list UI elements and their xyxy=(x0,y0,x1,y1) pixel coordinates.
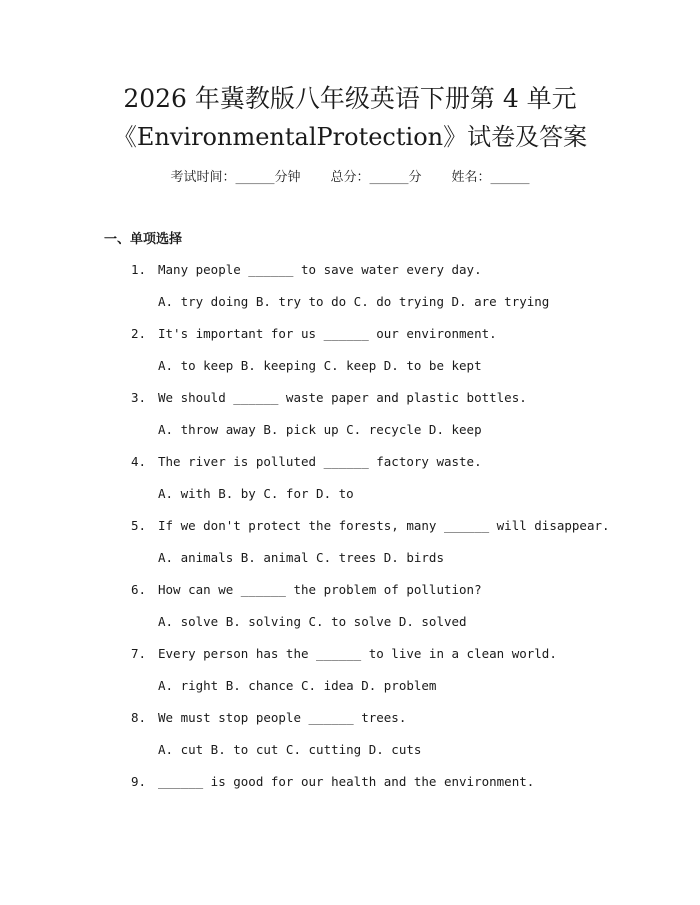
question-text: How can we ______ the problem of pollution? xyxy=(158,582,482,597)
question-options: A. with B. by C. for D. to xyxy=(158,486,354,501)
question-number: 7. xyxy=(131,646,147,661)
question-item xyxy=(0,325,700,389)
question-number: 2. xyxy=(131,326,147,341)
question-number: 8. xyxy=(131,710,147,725)
document-title-line-1: 2026 年冀教版八年级英语下册第 4 单元 xyxy=(123,84,577,113)
question-number: 6. xyxy=(131,582,147,597)
question-number: 4. xyxy=(131,454,147,469)
question-text: Every person has the ______ to live in a clean world. xyxy=(158,646,557,661)
question-text: The river is polluted ______ factory waste. xyxy=(158,454,482,469)
total-score-field: 总分：______分 xyxy=(330,170,422,185)
question-list xyxy=(0,261,700,837)
question-item xyxy=(0,773,700,837)
question-item xyxy=(0,517,700,581)
question-options: A. cut B. to cut C. cutting D. cuts xyxy=(158,742,422,757)
question-options: A. throw away B. pick up C. recycle D. keep xyxy=(158,422,482,437)
section-heading: 一、单项选择 xyxy=(104,232,183,247)
question-item xyxy=(0,389,700,453)
question-item xyxy=(0,581,700,645)
question-options: A. animals B. animal C. trees D. birds xyxy=(158,550,444,565)
question-options: A. try doing B. try to do C. do trying D. are trying xyxy=(158,294,550,309)
exam-meta xyxy=(0,169,700,187)
question-options: A. to keep B. keeping C. keep D. to be kept xyxy=(158,358,482,373)
question-item xyxy=(0,645,700,709)
question-options: A. solve B. solving C. to solve D. solved xyxy=(158,614,467,629)
question-number: 1. xyxy=(131,262,147,277)
question-item xyxy=(0,261,700,325)
document-title-line-2: 《EnvironmentalProtection》试卷及答案 xyxy=(112,123,588,151)
question-number: 5. xyxy=(131,518,147,533)
question-text: It's important for us ______ our environment. xyxy=(158,326,497,341)
question-text: ______ is good for our health and the environment. xyxy=(158,774,535,789)
question-options: A. right B. chance C. idea D. problem xyxy=(158,678,437,693)
question-number: 9. xyxy=(131,774,147,789)
question-text: We must stop people ______ trees. xyxy=(158,710,407,725)
question-text: Many people ______ to save water every day. xyxy=(158,262,482,277)
question-text: We should ______ waste paper and plastic bottles. xyxy=(158,390,527,405)
student-name-field: 姓名：______ xyxy=(451,170,530,185)
question-number: 3. xyxy=(131,390,147,405)
question-item xyxy=(0,453,700,517)
exam-time-field: 考试时间：______分钟 xyxy=(170,170,301,185)
question-item xyxy=(0,709,700,773)
question-text: If we don't protect the forests, many ______ will disappear. xyxy=(158,518,610,533)
